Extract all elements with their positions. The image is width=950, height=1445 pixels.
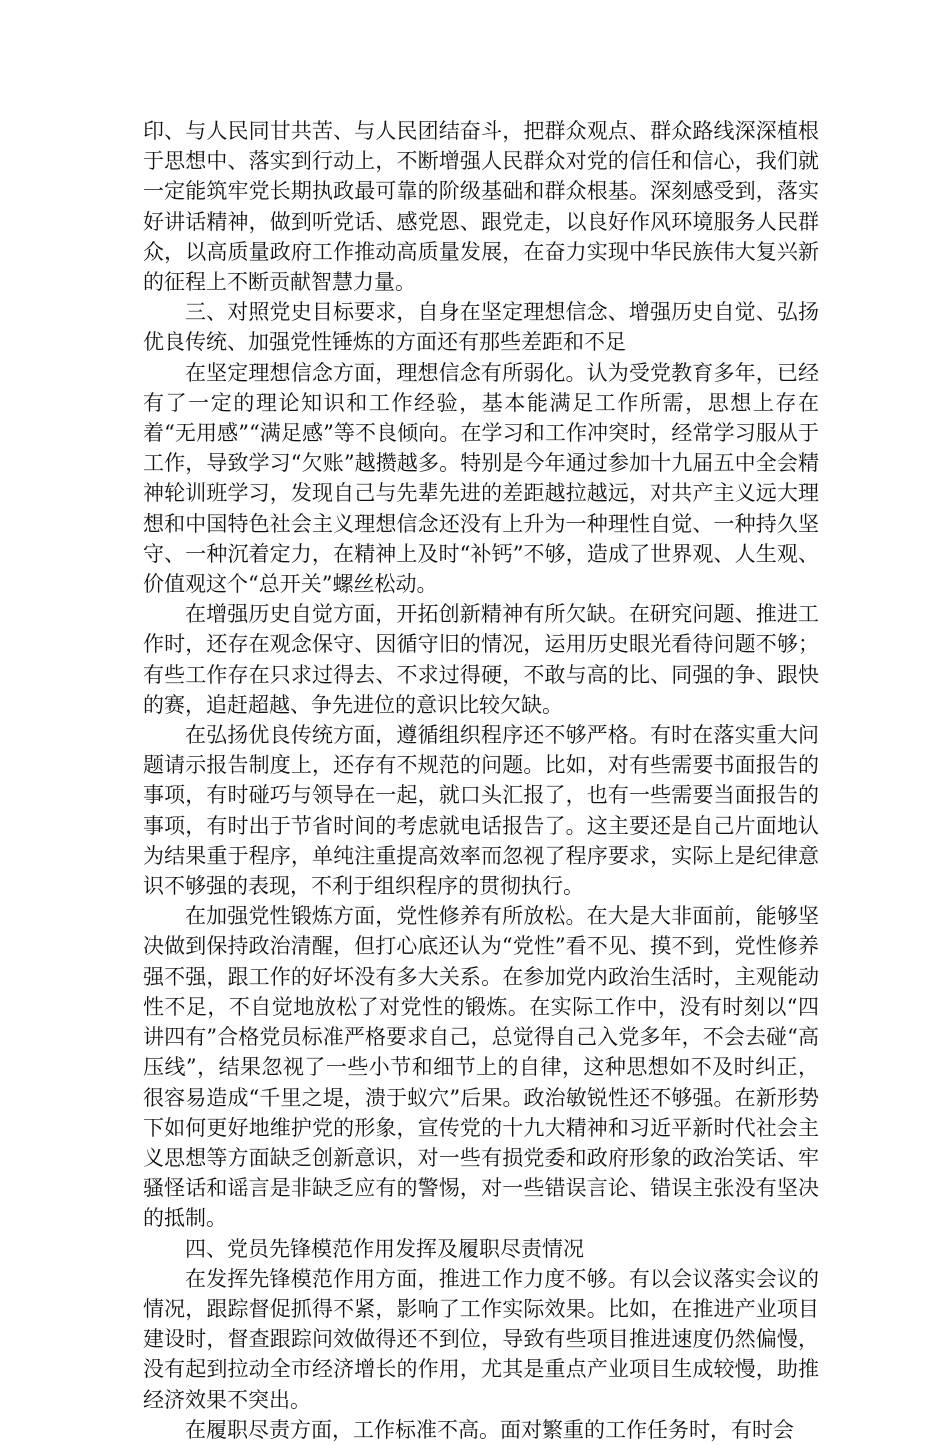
section-heading-three: 三、对照党史目标要求，自身在坚定理想信念、增强历史自觉、弘扬优良传统、加强党性锤炼的方面还有那些差距和不足 — [143, 300, 819, 355]
paragraph-party-spirit: 在加强党性锻炼方面，党性修养有所放松。在大是大非面前，能够坚决做到保持政治清醒，但打心底还认为“党性”看不见、摸不到，党性修养强不强，跟工作的好坏没有多大关系。在参加党内政治生活时，主观能动性不足，不自觉地放松了对党性的锻炼。在实际工作中，没有时刻以“四讲四有”合格党员标准严格要求自己，总觉得自己入党多年，不会去碰“高压线”，结果忽视了一些小节和细节上的自律，这种思想如不及时纠正，很容易造成“千里之堤，溃于蚁穴”后果。政治敏锐性还不够强。在新形势下如何更好地维护党的形象，宣传党的十九大精神和习近平新时代社会主义思想等方面缺乏创新意识，对一些有损党委和政府形象的政治笑话、牢骚怪话和谣言是非缺乏应有的警惕，对一些错误言论、错误主张没有坚决的抵制。 — [143, 904, 819, 1231]
section-heading-four: 四、党员先锋模范作用发挥及履职尽责情况 — [185, 1236, 584, 1261]
paragraph-duties: 在履职尽责方面，工作标准不高。面对繁重的工作任务时，有时会 — [185, 1417, 794, 1442]
paragraph-vanguard: 在发挥先锋模范作用方面，推进工作力度不够。有以会议落实会议的情况，跟踪督促抓得不紧，影响了工作实际效果。比如，在推进产业项目建设时，督查跟踪问效做得还不到位，导致有些项目推进速度仍然偏慢，没有起到拉动全市经济增长的作用，尤其是重点产业项目生成较慢，助推经济效果不突出。 — [143, 1266, 819, 1412]
paragraph-ideals: 在坚定理想信念方面，理想信念有所弱化。认为受党教育多年，已经有了一定的理论知识和工作经验，基本能满足工作所需，思想上存在着“无用感”“满足感”等不良倾向。在学习和工作冲突时，经常学习服从于工作，导致学习“欠账”越攒越多。特别是今年通过参加十九届五中全会精神轮训班学习，发现自己与先辈先进的差距越拉越远，对共产主义远大理想和中国特色社会主义理想信念还没有上升为一种理性自觉、一种持久坚守、一种沉着定力，在精神上及时“补钙”不够，造成了世界观、人生观、价值观这个“总开关”螺丝松动。 — [143, 360, 819, 597]
paragraph-history: 在增强历史自觉方面，开拓创新精神有所欠缺。在研究问题、推进工作时，还存在观念保守、因循守旧的情况，运用历史眼光看待问题不够；有些工作存在只求过得去、不求过得硬，不敢与高的比、同强的争、跟快的赛，追赶超越、争先进位的意识比较欠缺。 — [143, 602, 819, 717]
paragraph-continuation: 印、与人民同甘共苦、与人民团结奋斗，把群众观点、群众路线深深植根于思想中、落实到行动上，不断增强人民群众对党的信任和信心，我们就一定能筑牢党长期执政最可靠的阶级基础和群众根基。深刻感受到，落实好讲话精神，做到听党话、感党恩、跟党走，以良好作风环境服务人民群众，以高质量政府工作推动高质量发展，在奋力实现中华民族伟大复兴新的征程上不断贡献智慧力量。 — [143, 119, 819, 295]
paragraph-tradition: 在弘扬优良传统方面，遵循组织程序还不够严格。有时在落实重大问题请示报告制度上，还存有不规范的问题。比如，对有些需要书面报告的事项，有时碰巧与领导在一起，就口头汇报了，也有一些需要当面报告的事项，有时出于节省时间的考虑就电话报告了。这主要还是自己片面地认为结果重于程序，单纯注重提高效率而忽视了程序要求，实际上是纪律意识不够强的表现，不利于组织程序的贯彻执行。 — [143, 723, 819, 899]
document-page — [143, 116, 819, 1445]
